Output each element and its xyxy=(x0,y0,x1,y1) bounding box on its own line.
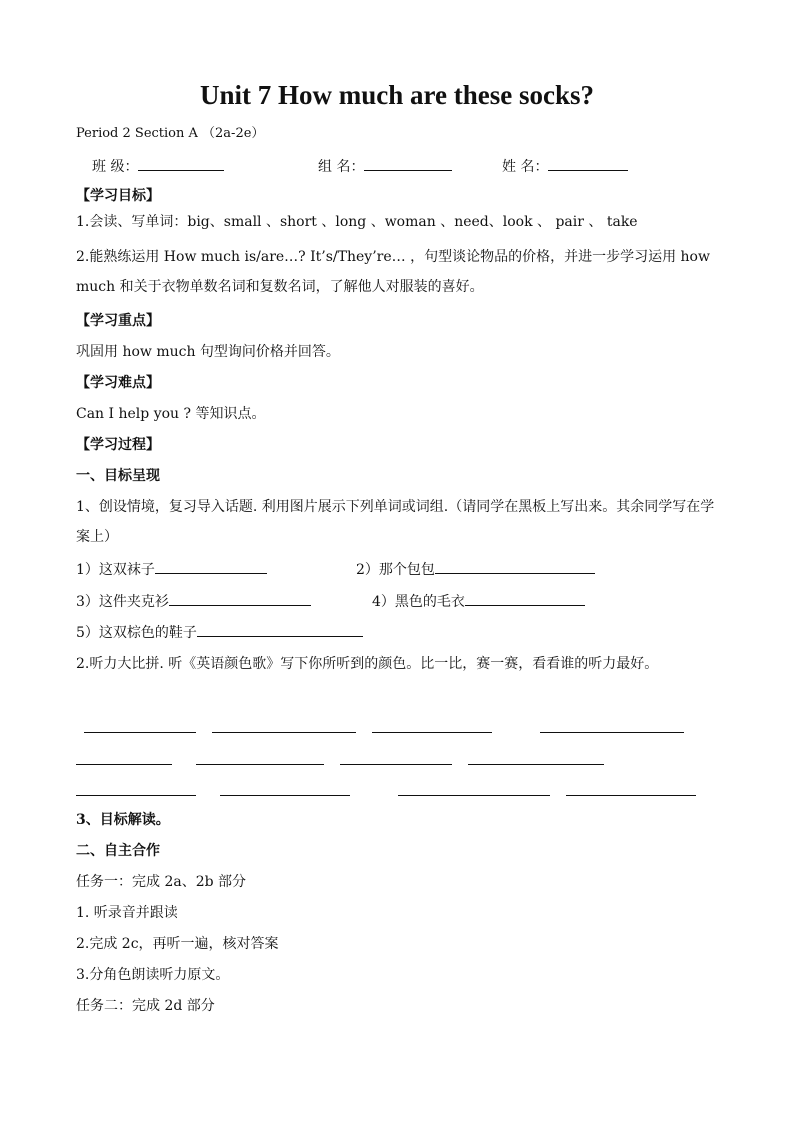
task-1-heading: 任务一：完成 2a、2b 部分 xyxy=(76,874,247,890)
question-3-label: 3）这件夹克衫 xyxy=(76,594,169,610)
period-line: Period 2 Section A （2a-2e） xyxy=(76,126,265,141)
color-blank[interactable] xyxy=(372,732,492,733)
section-2-heading: 二、自主合作 xyxy=(76,843,160,859)
group-row xyxy=(318,156,452,177)
question-2-label: 2）那个包包 xyxy=(356,562,435,578)
difficulties-text: Can I help you ? 等知识点。 xyxy=(76,406,266,422)
color-blank[interactable] xyxy=(398,795,550,796)
task-1-step-3: 3.分角色朗读听力原文。 xyxy=(76,967,230,983)
color-blank[interactable] xyxy=(76,764,172,765)
name-row xyxy=(502,156,628,177)
goals-heading: 【学习目标】 xyxy=(76,188,160,204)
question-5-label: 5）这双棕色的鞋子 xyxy=(76,625,197,641)
answer-blank-3[interactable] xyxy=(169,591,311,606)
name-label: 姓 名： xyxy=(502,159,549,175)
difficulties-heading: 【学习难点】 xyxy=(76,375,160,391)
goal-item-2: 2.能熟练运用 How much is/are…? It’s/They’re… ，句型谈论物品的价格，并进一步学习运用 how much 和关于衣物单数名词和复数名词，了解他人对服装的喜好。 xyxy=(76,249,710,295)
task-1-step-2: 2.完成 2c，再听一遍，核对答案 xyxy=(76,936,279,952)
color-blank[interactable] xyxy=(340,764,452,765)
step-2-text: 2.听力大比拼. 听《英语颜色歌》写下你所听到的颜色。比一比，赛一赛，看看谁的听力最好。 xyxy=(76,656,659,672)
process-heading: 【学习过程】 xyxy=(76,437,160,453)
class-label: 班 级： xyxy=(92,159,139,175)
color-blank[interactable] xyxy=(196,764,324,765)
question-3 xyxy=(76,591,311,612)
key-points-text: 巩固用 how much 句型询问价格并回答。 xyxy=(76,344,340,360)
group-label: 组 名： xyxy=(318,159,365,175)
page-title: Unit 7 How much are these socks? xyxy=(200,80,594,110)
color-blank[interactable] xyxy=(540,732,684,733)
group-blank[interactable] xyxy=(364,156,452,171)
color-blank[interactable] xyxy=(76,795,196,796)
answer-blank-2[interactable] xyxy=(435,559,595,574)
color-blank[interactable] xyxy=(468,764,604,765)
question-4-label: 4）黑色的毛衣 xyxy=(372,594,465,610)
answer-blank-5[interactable] xyxy=(197,622,363,637)
color-blank[interactable] xyxy=(212,732,356,733)
question-2 xyxy=(356,559,595,580)
color-blank[interactable] xyxy=(566,795,696,796)
step-3-text: 3、目标解读。 xyxy=(76,812,170,828)
section-1-heading: 一、目标呈现 xyxy=(76,468,160,484)
key-points-heading: 【学习重点】 xyxy=(76,313,160,329)
goal-item-1: 1.会读、写单词：big、small 、short 、long 、woman 、need、look 、 pair 、 take xyxy=(76,214,638,230)
question-1-label: 1）这双袜子 xyxy=(76,562,155,578)
color-blank[interactable] xyxy=(220,795,350,796)
question-4 xyxy=(372,591,585,612)
answer-blank-4[interactable] xyxy=(465,591,585,606)
name-blank[interactable] xyxy=(548,156,628,171)
task-1-step-1: 1. 听录音并跟读 xyxy=(76,905,178,921)
step-1-text: 1、创设情境，复习导入话题. 利用图片展示下列单词或词组.（请同学在黑板上写出来。其余同学写在学案上） xyxy=(76,499,715,545)
info-row xyxy=(92,156,224,177)
class-blank[interactable] xyxy=(138,156,224,171)
question-1 xyxy=(76,559,267,580)
question-5 xyxy=(76,622,363,643)
color-blank[interactable] xyxy=(84,732,196,733)
task-2-heading: 任务二：完成 2d 部分 xyxy=(76,998,215,1014)
answer-blank-1[interactable] xyxy=(155,559,267,574)
